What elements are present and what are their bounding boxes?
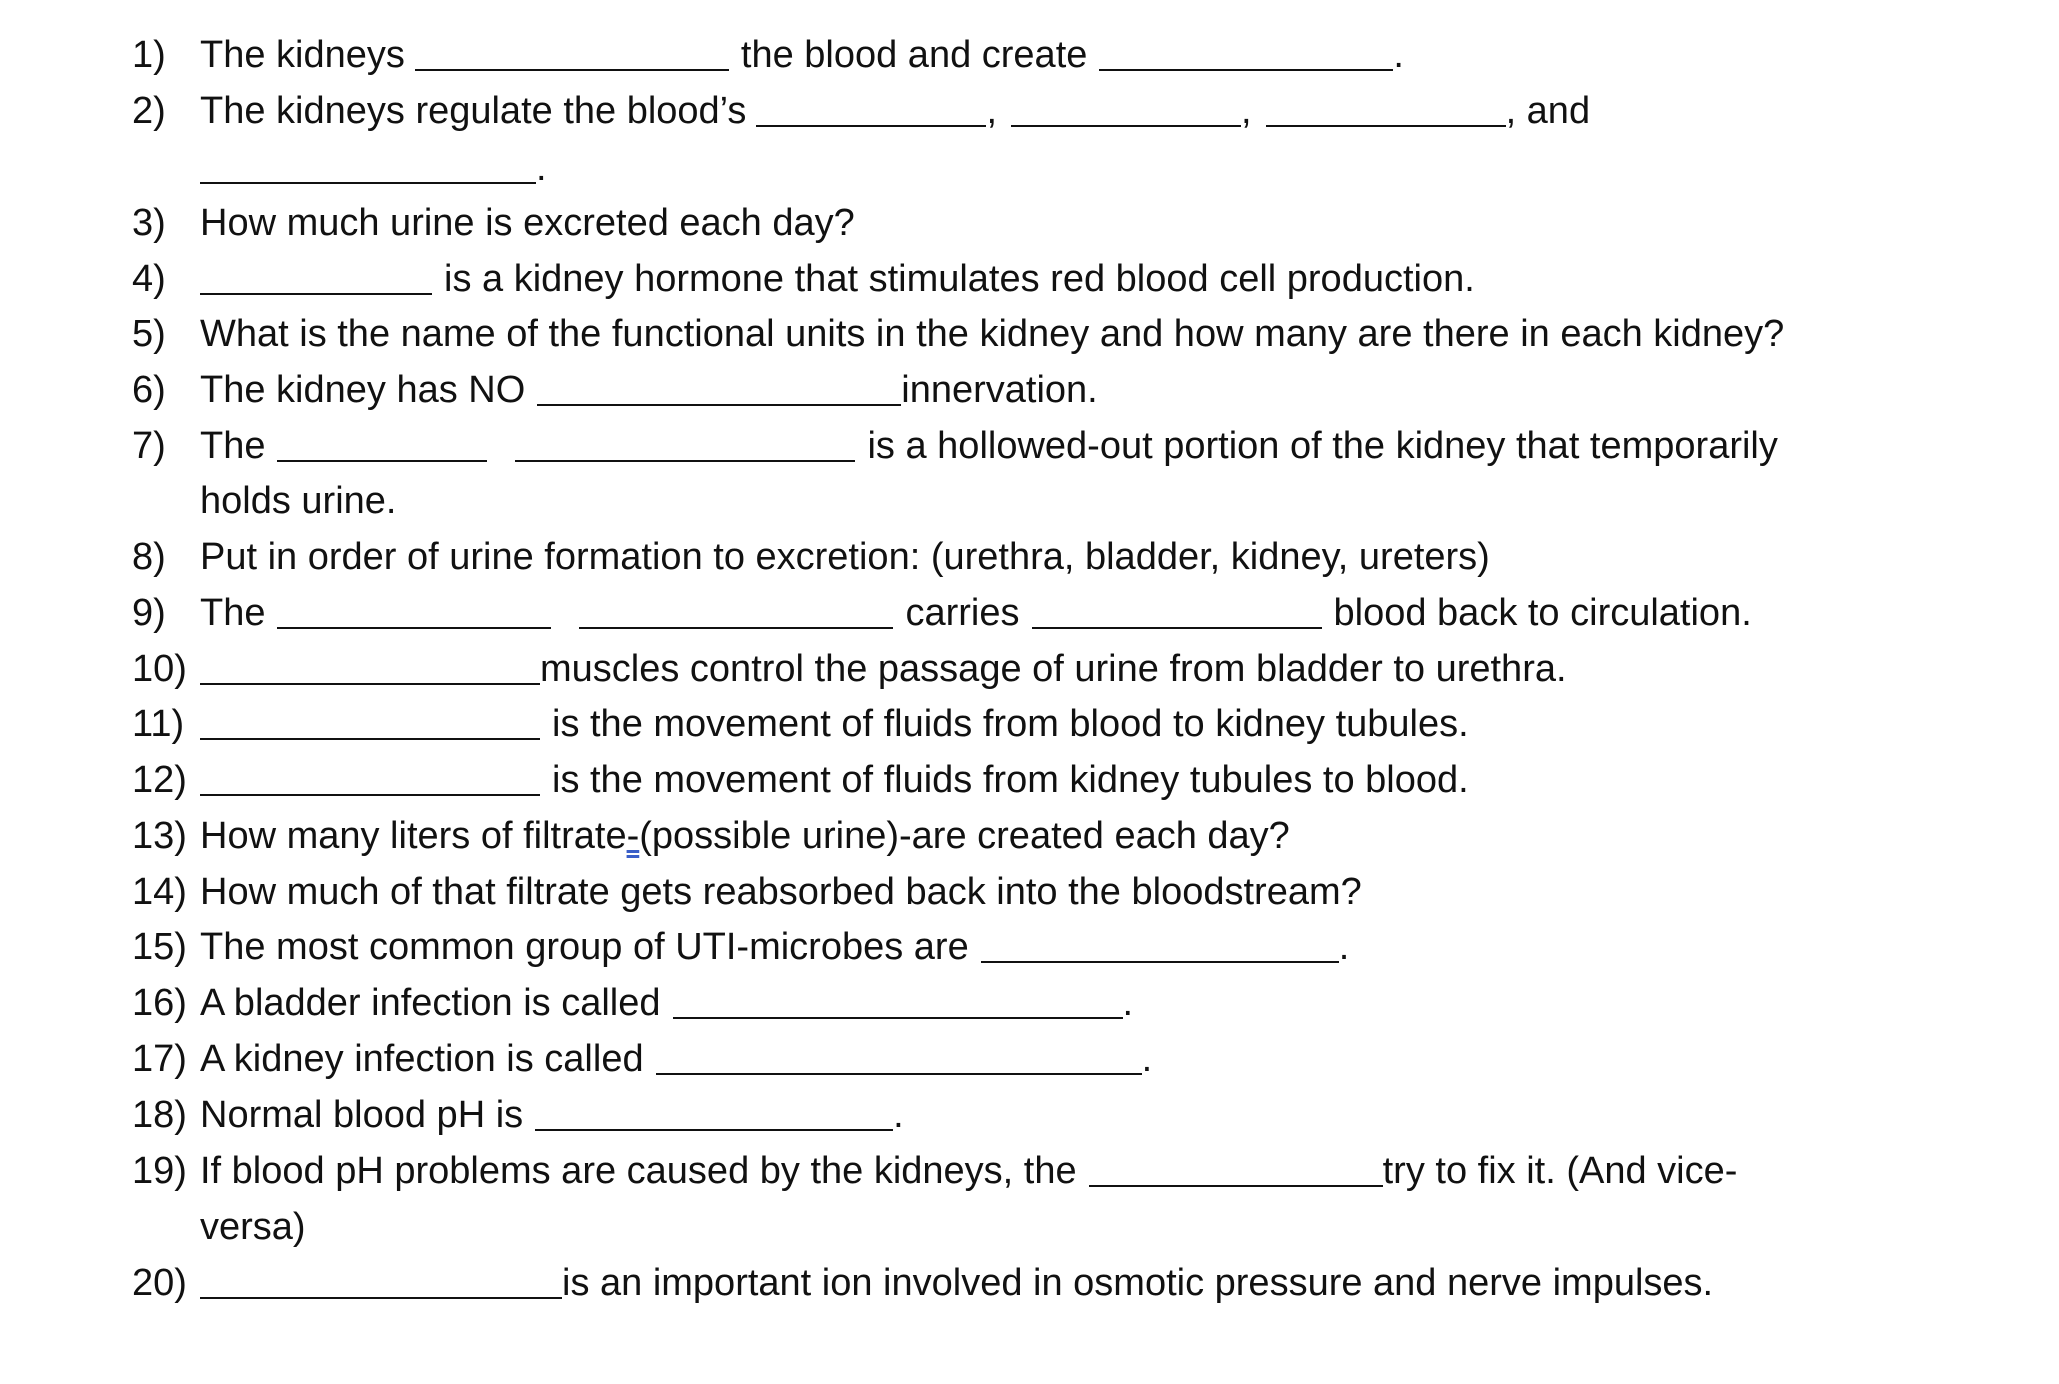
question-18-part-a: Normal blood pH is [200, 1094, 524, 1136]
question-6-part-a: The kidney has NO [200, 369, 526, 411]
question-number: 13) [132, 815, 187, 857]
question-17-period: . [1141, 1038, 1153, 1080]
question-text [200, 919, 1349, 975]
question-number: 16) [132, 982, 187, 1024]
question-2-comma: , [1241, 90, 1252, 132]
question-9-part-c: blood back to circulation. [1333, 592, 1752, 634]
question-9 [132, 585, 2012, 641]
question-20 [132, 1255, 2012, 1311]
question-12 [132, 752, 2012, 808]
question-1 [132, 27, 2012, 83]
question-number: 11) [132, 703, 185, 745]
question-text [200, 1031, 1152, 1087]
question-number: 15) [132, 926, 187, 968]
question-17 [132, 1031, 2012, 1087]
question-15-part-a: The most common group of UTI-microbes are [200, 926, 969, 968]
question-15-period: . [1338, 926, 1350, 968]
question-19-continuation: versa) [200, 1206, 306, 1248]
answer-blank[interactable] [200, 754, 540, 796]
question-11 [132, 696, 2012, 752]
answer-blank[interactable] [535, 1089, 893, 1131]
question-18-period: . [893, 1094, 904, 1136]
question-13 [132, 808, 2012, 864]
question-7-continuation: holds urine. [200, 480, 397, 522]
question-14 [132, 864, 2012, 920]
question-2-part-a: The kidneys regulate the blood’s [200, 90, 747, 132]
answer-blank[interactable] [537, 364, 901, 406]
answer-blank[interactable] [200, 142, 536, 184]
answer-blank[interactable] [579, 587, 893, 629]
question-number: 20) [132, 1262, 187, 1304]
answer-blank[interactable] [673, 977, 1123, 1019]
question-number: 19) [132, 1150, 187, 1192]
question-16-period: . [1122, 982, 1134, 1024]
question-number: 8) [132, 536, 166, 578]
question-2-period: . [536, 147, 547, 189]
question-6-part-b: innervation. [901, 369, 1098, 411]
answer-blank[interactable] [200, 253, 432, 295]
question-number: 1) [132, 34, 166, 76]
question-number: 10) [132, 648, 187, 690]
question-text [200, 418, 1778, 474]
question-19 [132, 1143, 2012, 1199]
question-text [200, 641, 1567, 697]
question-text [200, 1255, 1713, 1311]
answer-blank[interactable] [200, 1257, 562, 1299]
question-number: 14) [132, 871, 187, 913]
question-text [200, 752, 1469, 808]
question-text [200, 83, 1590, 139]
question-2-comma: , [986, 90, 997, 132]
answer-blank[interactable] [200, 698, 540, 740]
question-2-continuation [200, 140, 547, 196]
question-8 [132, 529, 2012, 585]
question-text [200, 585, 1752, 641]
question-number: 5) [132, 313, 166, 355]
answer-blank[interactable] [1266, 85, 1506, 127]
question-text [200, 27, 1404, 83]
answer-blank[interactable] [656, 1033, 1142, 1075]
question-9-part-a: The [200, 592, 266, 634]
question-text: Put in order of urine formation to excretion: (urethra, bladder, kidney, ureters) [200, 536, 1490, 578]
question-16 [132, 975, 2012, 1031]
question-3 [132, 195, 2012, 251]
question-4-text: is a kidney hormone that stimulates red blood cell production. [444, 258, 1475, 300]
question-6 [132, 362, 2012, 418]
answer-blank[interactable] [277, 420, 487, 462]
question-12-text: is the movement of fluids from kidney tubules to blood. [552, 759, 1469, 801]
answer-blank[interactable] [277, 587, 551, 629]
question-11-text: is the movement of fluids from blood to kidney tubules. [552, 703, 1469, 745]
question-1-period: . [1393, 34, 1404, 76]
question-13-part-b: (possible urine)-are created each day? [639, 815, 1290, 857]
question-5 [132, 306, 2012, 362]
question-17-part-a: A kidney infection is called [200, 1038, 644, 1080]
question-16-part-a: A bladder infection is called [200, 982, 661, 1024]
question-9-part-b: carries [905, 592, 1020, 634]
question-number: 3) [132, 202, 166, 244]
question-text [200, 1087, 904, 1143]
question-2 [132, 83, 2012, 139]
question-20-text: is an important ion involved in osmotic pressure and nerve impulses. [562, 1262, 1714, 1304]
question-18 [132, 1087, 2012, 1143]
question-number: 6) [132, 369, 166, 411]
question-1-part-a: The kidneys [200, 34, 405, 76]
question-10 [132, 641, 2012, 697]
question-4 [132, 251, 2012, 307]
question-text [200, 1143, 1737, 1199]
question-text [200, 362, 1098, 418]
question-1-part-b: the blood and create [740, 34, 1088, 76]
answer-blank[interactable] [515, 420, 855, 462]
question-19-part-b: try to fix it. (And vice- [1382, 1150, 1738, 1192]
answer-blank[interactable] [981, 921, 1339, 963]
question-text [200, 251, 1475, 307]
answer-blank[interactable] [1011, 85, 1241, 127]
question-number: 7) [132, 425, 166, 467]
answer-blank[interactable] [1089, 1145, 1383, 1187]
question-13-part-a: How many liters of filtrate [200, 815, 627, 857]
question-number: 17) [132, 1038, 187, 1080]
answer-blank[interactable] [756, 85, 986, 127]
answer-blank[interactable] [200, 643, 540, 685]
question-text [200, 975, 1133, 1031]
question-7-part-a: The [200, 425, 266, 467]
question-text [200, 696, 1469, 752]
question-10-text: muscles control the passage of urine from bladder to urethra. [540, 648, 1567, 690]
question-text: How much of that filtrate gets reabsorbed back into the bloodstream? [200, 871, 1362, 913]
question-number: 18) [132, 1094, 187, 1136]
question-7-part-b: is a hollowed-out portion of the kidney that temporarily [867, 425, 1778, 467]
question-text: How much urine is excreted each day? [200, 202, 855, 244]
answer-blank[interactable] [1032, 587, 1322, 629]
question-number: 12) [132, 759, 187, 801]
question-number: 9) [132, 592, 166, 634]
question-text [200, 808, 1290, 864]
question-19-part-a: If blood pH problems are caused by the kidneys, the [200, 1150, 1077, 1192]
question-text: What is the name of the functional units in the kidney and how many are there in each kidney? [200, 313, 1785, 355]
question-number: 4) [132, 258, 166, 300]
revision-mark: - [626, 815, 640, 857]
question-2-part-b: , and [1505, 90, 1591, 132]
question-15 [132, 919, 2012, 975]
answer-blank[interactable] [1099, 29, 1393, 71]
answer-blank[interactable] [415, 29, 729, 71]
question-7 [132, 418, 2012, 474]
question-number: 2) [132, 90, 166, 132]
